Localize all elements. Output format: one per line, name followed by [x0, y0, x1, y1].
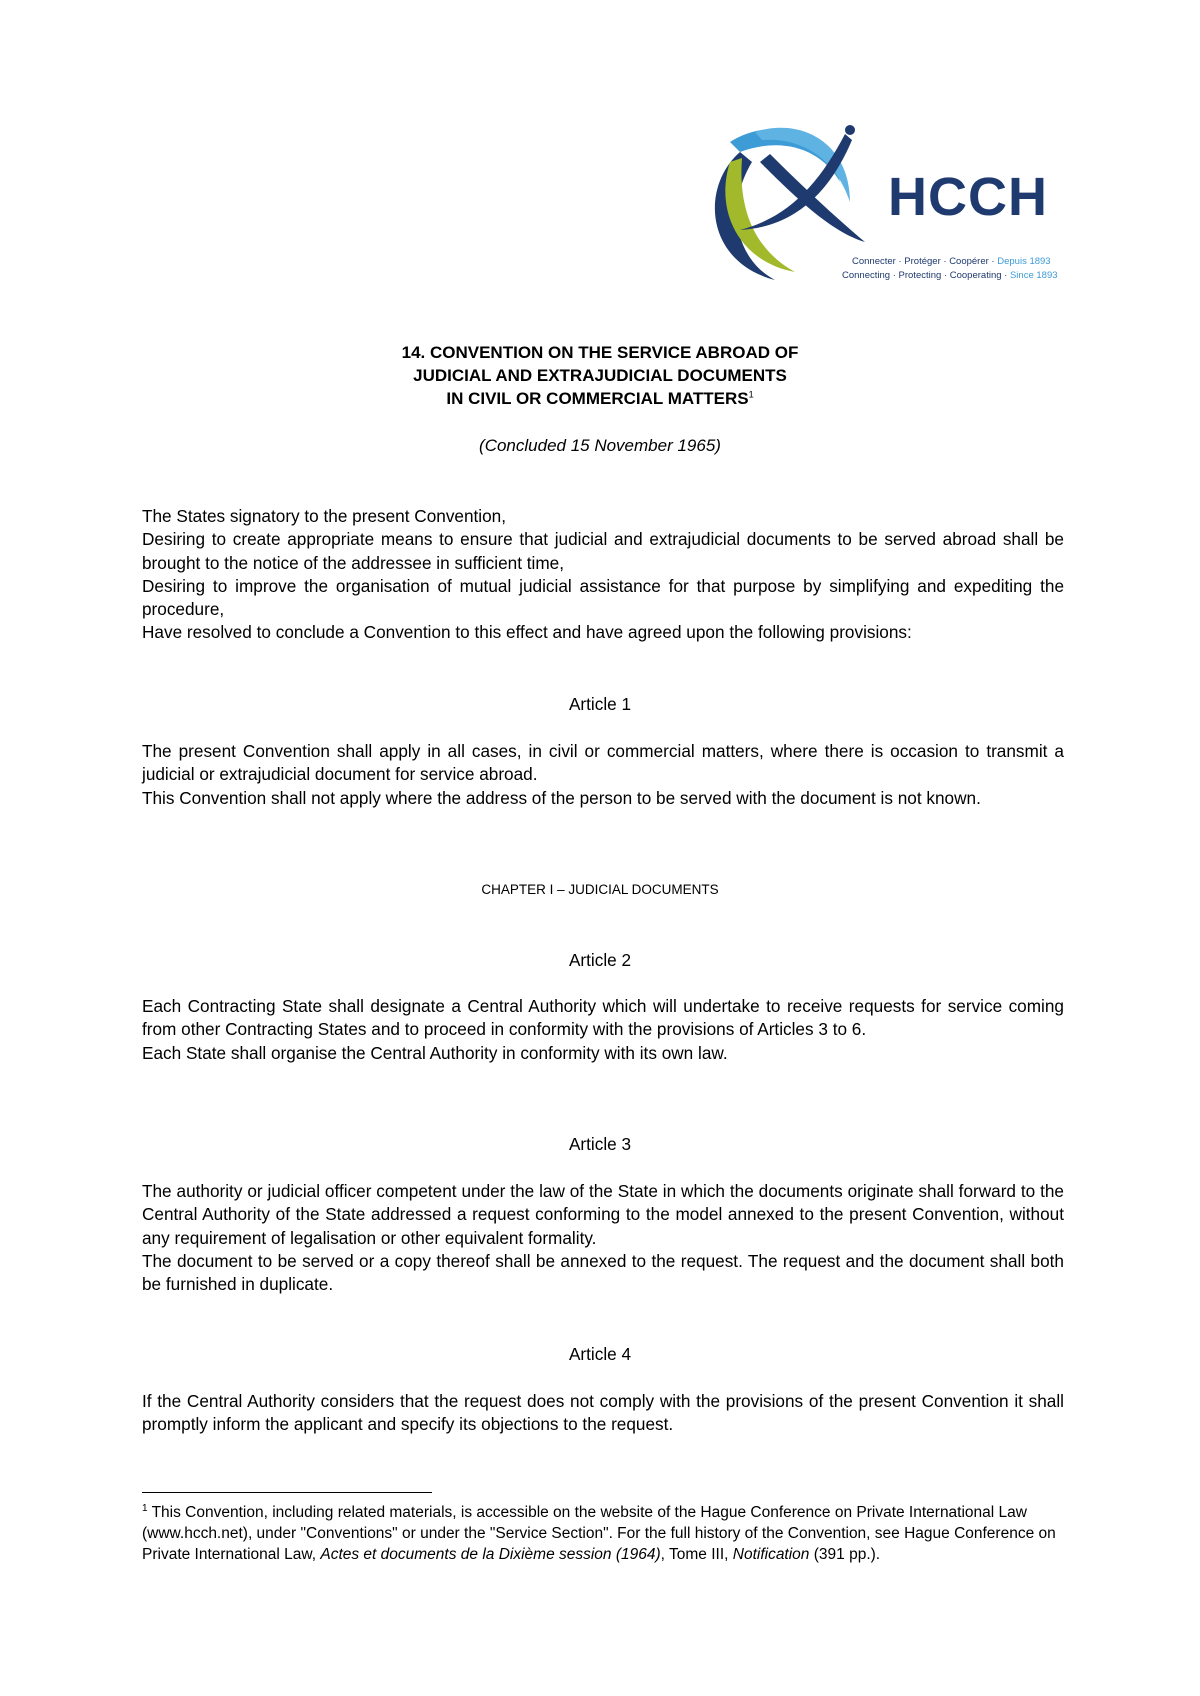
article-paragraph: The authority or judicial officer competent under the law of the State in which the documents originate shall forward to the Central Authority of the State addressed a request conforming to the model annexed to the present Convention, without any requirement of legalisation or other equivalent formality. — [142, 1181, 1064, 1248]
footnote: $^1$ This Convention, including related materials, is accessible on the website of the Hague Conference on Private International Law (www.hcch.net), under "Conventions" or under the "Service Section". For the full history of the Convention, see Hague Conference on Private International Law, Actes et documents de la Dixième session (1964), Tome III, Notification (391 pp.). — [142, 1502, 1056, 1563]
article-3-body — [142, 1180, 1064, 1296]
article-2-heading: Article 2 — [568, 950, 632, 970]
article-1-heading: Article 1 — [568, 694, 632, 714]
title-line-1: 14. CONVENTION ON THE SERVICE ABROAD OF — [401, 343, 799, 362]
article-paragraph: If the Central Authority considers that the request does not comply with the provisions of the present Convention it shall promptly inform the applicant and specify its objections to the request. — [142, 1391, 1064, 1435]
article-paragraph: The document to be served or a copy thereof shall be annexed to the request. The request and the document shall both be furnished in duplicate. — [142, 1250, 1064, 1295]
hcch-wordmark: HCCH — [888, 167, 1048, 227]
preamble-paragraph: The States signatory to the present Convention, — [142, 506, 507, 526]
hcch-logo — [700, 122, 1058, 292]
convention-title — [0, 341, 1200, 410]
title-line-2: JUDICIAL AND EXTRAJUDICIAL DOCUMENTS — [413, 366, 787, 385]
article-4-heading: Article 4 — [568, 1344, 632, 1364]
article-paragraph: Each State shall organise the Central Authority in conformity with its own law. — [142, 1042, 728, 1063]
article-paragraph: This Convention shall not apply where the address of the person to be served with the document is not known. — [142, 787, 981, 808]
article-2-body — [142, 995, 1064, 1065]
footnote-reference[interactable]: 1 — [748, 389, 754, 400]
preamble-paragraph: Desiring to create appropriate means to ensure that judicial and extrajudicial documents to be served abroad shall be brought to the notice of the addressee in sufficient time, — [142, 529, 1064, 573]
logo-tagline-english: Connecting · Protecting · Cooperating · Since 1893 — [842, 270, 1058, 281]
footnote-separator — [142, 1492, 432, 1493]
article-3-heading: Article 3 — [568, 1134, 632, 1154]
article-paragraph: Each Contracting State shall designate a Central Authority which will undertake to receive requests for service coming from other Contracting States and to proceed in conformity with the provisions of Articles 3 to 6. — [142, 996, 1064, 1040]
chapter-heading: CHAPTER I – JUDICIAL DOCUMENTS — [481, 882, 719, 897]
article-paragraph: The present Convention shall apply in all cases, in civil or commercial matters, where there is occasion to transmit a judicial or extrajudicial document for service abroad. — [142, 741, 1064, 785]
footnote-marker: 1 — [142, 1502, 148, 1514]
title-line-3: IN CIVIL OR COMMERCIAL MATTERS$^1$ — [446, 389, 754, 408]
preamble-paragraph: Desiring to improve the organisation of mutual judicial assistance for that purpose by simplifying and expediting the procedure, — [142, 575, 1064, 620]
article-4-body — [142, 1390, 1064, 1437]
logo-tagline-french: Connecter · Protéger · Coopérer · Depuis 1893 — [852, 256, 1051, 267]
preamble-paragraph: Have resolved to conclude a Convention to this effect and have agreed upon the following provisions: — [142, 622, 912, 643]
preamble — [142, 505, 1064, 645]
concluded-date: (Concluded 15 November 1965) — [479, 436, 721, 455]
article-1-body — [142, 740, 1064, 810]
